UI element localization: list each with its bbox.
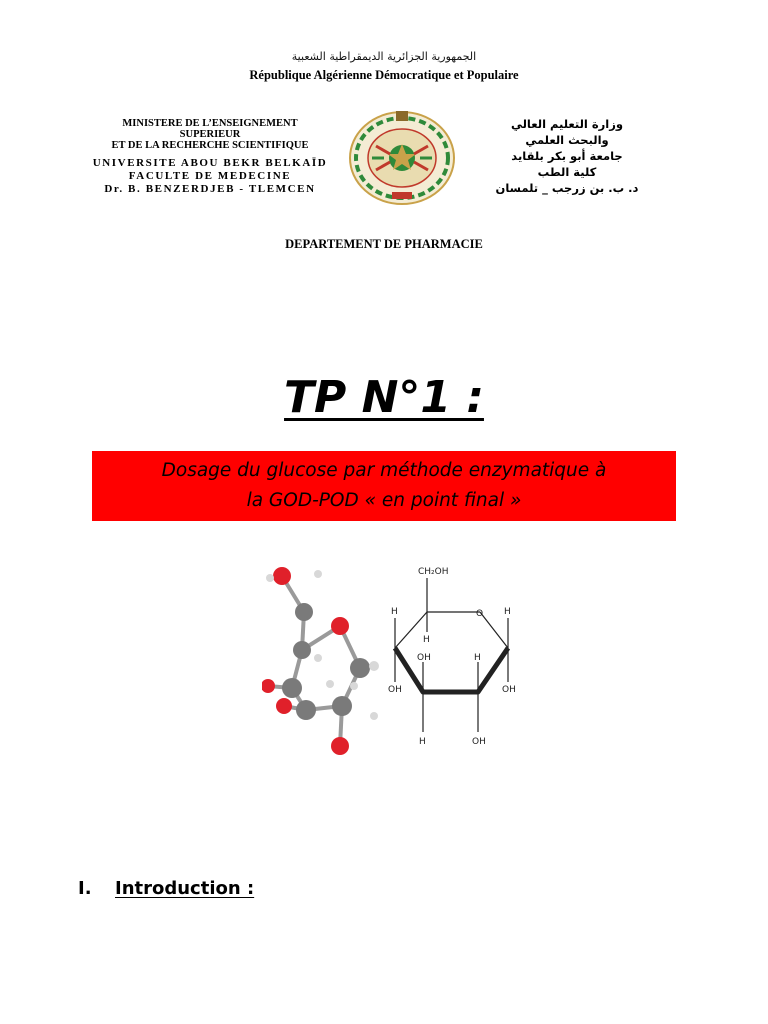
oh-label-c4: OH — [388, 685, 402, 695]
ministry-line-3: ET DE LA RECHERCHE SCIENTIFIQUE — [111, 140, 309, 151]
oh-label-c3-top: OH — [417, 653, 431, 663]
faculty-address: Dr. B. BENZERDJEB - TLEMCEN — [104, 183, 316, 195]
university-emblem-icon — [346, 106, 458, 206]
h-label-c3: H — [419, 737, 426, 747]
h-label-c1-top: H — [504, 607, 511, 617]
republic-header: République Algérienne Démocratique et Populaire — [249, 68, 519, 82]
arabic-university-name: جامعة أبو بكر بلقايد — [511, 149, 623, 163]
ministry-line-1: MINISTERE DE L’ENSEIGNEMENT — [122, 118, 298, 129]
ministry-line-2: SUPERIEUR — [179, 129, 241, 140]
department-title: DEPARTEMENT DE PHARMACIE — [285, 237, 483, 251]
arabic-ministry-line-2: والبحث العلمي — [525, 133, 609, 147]
arabic-faculty-name: كلية الطب — [537, 165, 597, 179]
oh-label-c2: OH — [472, 737, 486, 747]
arabic-republic-header: الجمهورية الجزائرية الديمقراطية الشعبية — [291, 50, 477, 63]
oh-label-c1: OH — [502, 685, 516, 695]
page-title: TP N°1 : — [284, 372, 484, 423]
section-heading-introduction — [78, 878, 254, 899]
section-number: I. — [78, 878, 92, 899]
section-label: Introduction : — [115, 878, 255, 899]
h-label-c4-top: H — [391, 607, 398, 617]
glucose-molecule-icon — [262, 550, 520, 772]
h-label-c5: H — [423, 635, 430, 645]
arabic-address: د. ب. بن زرجب _ تلمسان — [495, 181, 639, 195]
h-label-c2-top: H — [474, 653, 481, 663]
ring-oxygen-label: O — [476, 609, 484, 619]
subtitle-banner — [92, 451, 676, 521]
faculty-name: FACULTE DE MEDECINE — [128, 170, 292, 182]
subtitle-text: Dosage du glucose par méthode enzymatique à la GOD-POD « en point final » — [161, 460, 607, 511]
ministry-block — [90, 118, 330, 196]
university-name: UNIVERSITE ABOU BEKR BELKAÏD — [92, 157, 328, 169]
ch2oh-label: CH₂OH — [418, 567, 449, 577]
arabic-ministry-block — [482, 116, 652, 196]
arabic-ministry-line-1: وزارة التعليم العالي — [510, 117, 623, 131]
